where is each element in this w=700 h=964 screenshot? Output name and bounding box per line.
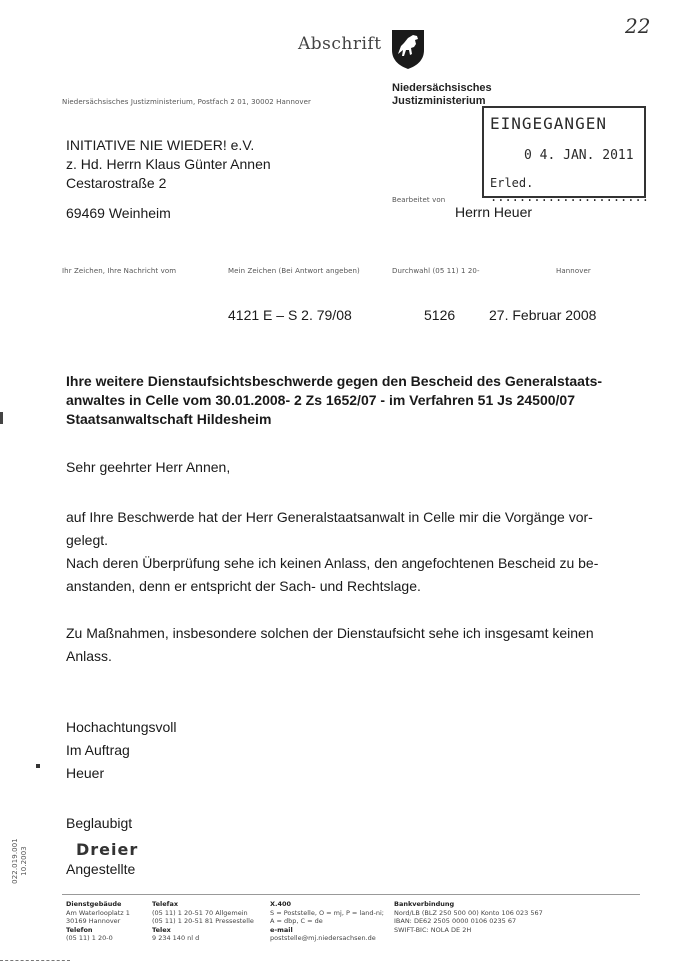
paragraph-2-line-2: anstanden, denn er entspricht der Sach- und Rechtslage. [66,578,421,594]
page-number: 22 [625,14,651,38]
footer-x400-line-2: A = dbp, C = de [270,917,323,925]
phone-label: Durchwahl (05 11) 1 20- [392,267,480,275]
footer-bank-iban: IBAN: DE62 2505 0000 0106 0235 67 [394,917,517,925]
side-form-code-2: 10.2003 [20,846,28,876]
paragraph-3 [66,622,626,668]
subject [66,372,666,429]
paragraph-3-line-2: Anlass. [66,648,112,664]
footer-email-value: poststelle@mj.niedersachsen.de [270,934,376,942]
closing-regards: Hochachtungsvoll [66,719,177,735]
footer-telex-title: Telex [152,925,171,934]
recipient-name: INITIATIVE NIE WIEDER! e.V. [66,137,255,153]
closing-by-order: Im Auftrag [66,742,130,758]
footer-bank-title: Bankverbindung [394,900,455,908]
footer-bank-account: Nord/LB (BLZ 250 500 00) Konto 106 023 567 [394,908,543,917]
sender-line: Niedersächsisches Justizministerium, Postfach 2 01, 30002 Hannover [62,98,311,106]
paragraph-2-line-1: Nach deren Überprüfung sehe ich keinen Anlass, den angefochtenen Bescheid zu be- [66,555,599,571]
punch-mark [0,412,3,424]
received-stamp [482,106,649,204]
scan-edge [0,960,70,962]
footer-building-title: Dienstgebäude [66,900,122,908]
closing-block [66,716,177,785]
footer-fax-press: (05 11) 1 20-51 81 Pressestelle [152,917,254,925]
stamp-title: EINGEGANGEN [490,114,607,133]
signer-role: Angestellte [66,861,136,877]
ministry-line-1: Niedersächsisches [392,82,492,94]
footer-bank-swift: SWIFT-BIC: NOLA DE 2H [394,925,472,934]
place-label: Hannover [556,267,591,275]
stamp-erled: Erled. ...................... [490,176,649,204]
salutation: Sehr geehrter Herr Annen, [66,459,231,475]
footer-fax-general: (05 11) 1 20-51 70 Allgemein [152,908,248,917]
paragraph-2 [66,552,626,598]
footer-email-title: e-mail [270,925,293,934]
letter-date: 27. Februar 2008 [489,307,597,323]
recipient-city: 69469 Weinheim [66,205,171,221]
footer-building-city: 30169 Hannover [66,917,121,925]
recipient-street: Cestarostraße 2 [66,175,167,191]
signature: Dreier [76,840,139,859]
stamp-date: 0 4. JAN. 2011 [524,148,634,163]
subject-line-3: Staatsanwaltschaft Hildesheim [66,411,272,427]
paragraph-1-line-2: gelegt. [66,532,109,548]
your-ref-label: Ihr Zeichen, Ihre Nachricht vom [62,267,177,275]
ministry-name [392,82,492,108]
my-ref-label: Mein Zeichen (Bei Antwort angeben) [228,267,360,275]
footer-rule [62,894,640,895]
subject-line-2: anwaltes in Celle vom 30.01.2008- 2 Zs 1652/07 - im Verfahren 51 Js 24500/07 [66,392,575,408]
paragraph-1 [66,506,626,552]
footer-col-fax [152,900,254,943]
footer-col-building [66,900,130,943]
side-form-code [11,831,29,891]
recipient-attn: z. Hd. Herrn Klaus Günter Annen [66,156,271,172]
handled-by-value: Herrn Heuer [455,204,533,220]
footer-building-street: Am Waterlooplatz 1 [66,908,130,917]
footer-phone-value: (05 11) 1 20-0 [66,934,113,942]
handled-by-label: Bearbeitet von [392,196,446,204]
footer-x400-line-1: S = Poststelle, O = mj, P = land-ni; [270,908,384,917]
recipient-address [66,136,271,193]
coat-of-arms-icon [390,28,426,70]
footer-phone-title: Telefon [66,925,93,934]
paragraph-1-line-1: auf Ihre Beschwerde hat der Herr Generalstaatsanwalt in Celle mir die Vorgänge vor- [66,509,593,525]
my-ref-value: 4121 E – S 2. 79/08 [228,307,352,323]
footer-telex-value: 9 234 140 nl d [152,934,200,942]
side-form-code-1: 022.019.001 [11,838,19,884]
fold-mark [36,764,40,768]
copy-mark: Abschrift [298,34,382,54]
subject-line-1: Ihre weitere Dienstaufsichtsbeschwerde gegen den Bescheid des Generalstaats- [66,373,603,389]
footer-fax-title: Telefax [152,900,179,908]
footer-col-x400 [270,900,384,943]
phone-value: 5126 [424,307,456,323]
ministry-line-2: Justizministerium [392,95,486,107]
footer-col-bank [394,900,543,934]
closing-name: Heuer [66,765,105,781]
footer-x400-title: X.400 [270,900,292,908]
certified-label: Beglaubigt [66,815,133,831]
paragraph-3-line-1: Zu Maßnahmen, insbesondere solchen der Dienstaufsicht sehe ich insgesamt keinen [66,625,594,641]
